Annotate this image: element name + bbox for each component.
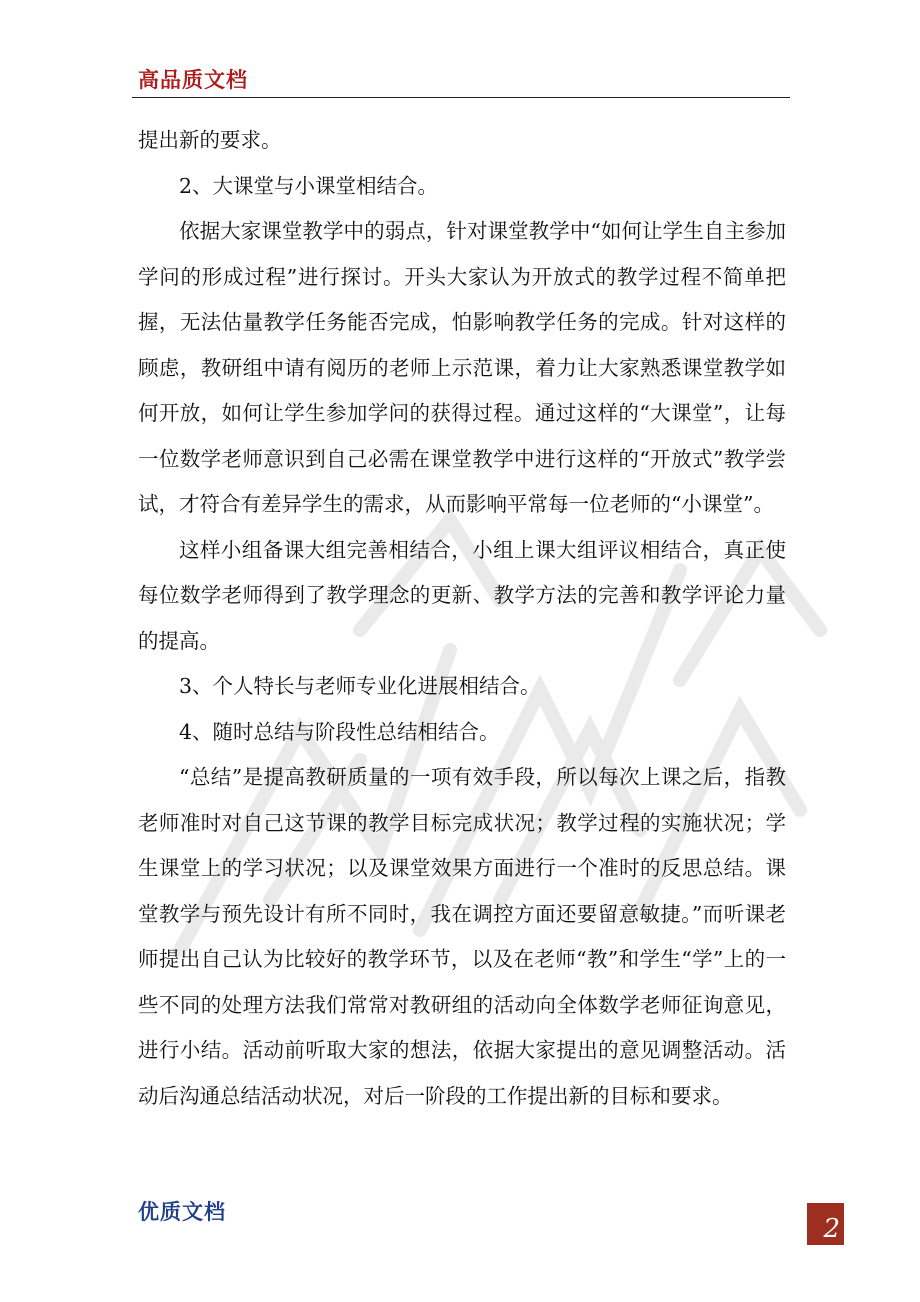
paragraph-1: 提出新的要求。 — [138, 128, 282, 152]
header-title: 高品质文档 — [138, 68, 248, 92]
document-body — [138, 118, 786, 1119]
paragraph-7: “总结”是提高教研质量的一项有效手段，所以每次上课之后，指教老师准时对自己这节课的教学目标完成状况；教学过程的实施状况；学生课堂上的学习状况；以及课堂效果方面进行一个准时的反思总结。课堂教学与预先设计有所不同时，我在调控方面还要留意敏捷。”而听课老师提出自己认为比较好的教学环节，以及在老师“教”和学生“学”上的一些不同的处理方法我们常常对教研组的活动向全体数学老师征询意见，进行小结。活动前听取大家的想法，依据大家提出的意见调整活动。活动后沟通总结活动状况，对后一阶段的工作提出新的目标和要求。 — [138, 765, 786, 1108]
paragraph-5: 3、个人特长与老师专业化进展相结合。 — [179, 674, 541, 698]
page-number-badge — [807, 1203, 844, 1245]
paragraph-2: 2、大课堂与小课堂相结合。 — [179, 173, 439, 198]
paragraph-6: 4、随时总结与阶段性总结相结合。 — [179, 719, 500, 744]
header-divider — [132, 97, 790, 98]
page-number: 2 — [823, 1214, 840, 1244]
footer-title: 优质文档 — [138, 1200, 226, 1224]
paragraph-3: 依据大家课堂教学中的弱点，针对课堂教学中“如何让学生自主参加学问的形成过程”进行探讨。开头大家认为开放式的教学过程不简单把握，无法估量教学任务能否完成，怕影响教学任务的完成。针对这样的顾虑，教研组中请有阅历的老师上示范课，着力让大家熟悉课堂教学如何开放，如何让学生参加学问的获得过程。通过这样的“大课堂”，让每一位数学老师意识到自己必需在课堂教学中进行这样的“开放式”教学尝试，才符合有差异学生的需求，从而影响平常每一位老师的“小课堂”。 — [138, 219, 786, 516]
paragraph-4: 这样小组备课大组完善相结合，小组上课大组评议相结合，真正使每位数学老师得到了教学理念的更新、教学方法的完善和教学评论力量的提高。 — [138, 537, 786, 653]
